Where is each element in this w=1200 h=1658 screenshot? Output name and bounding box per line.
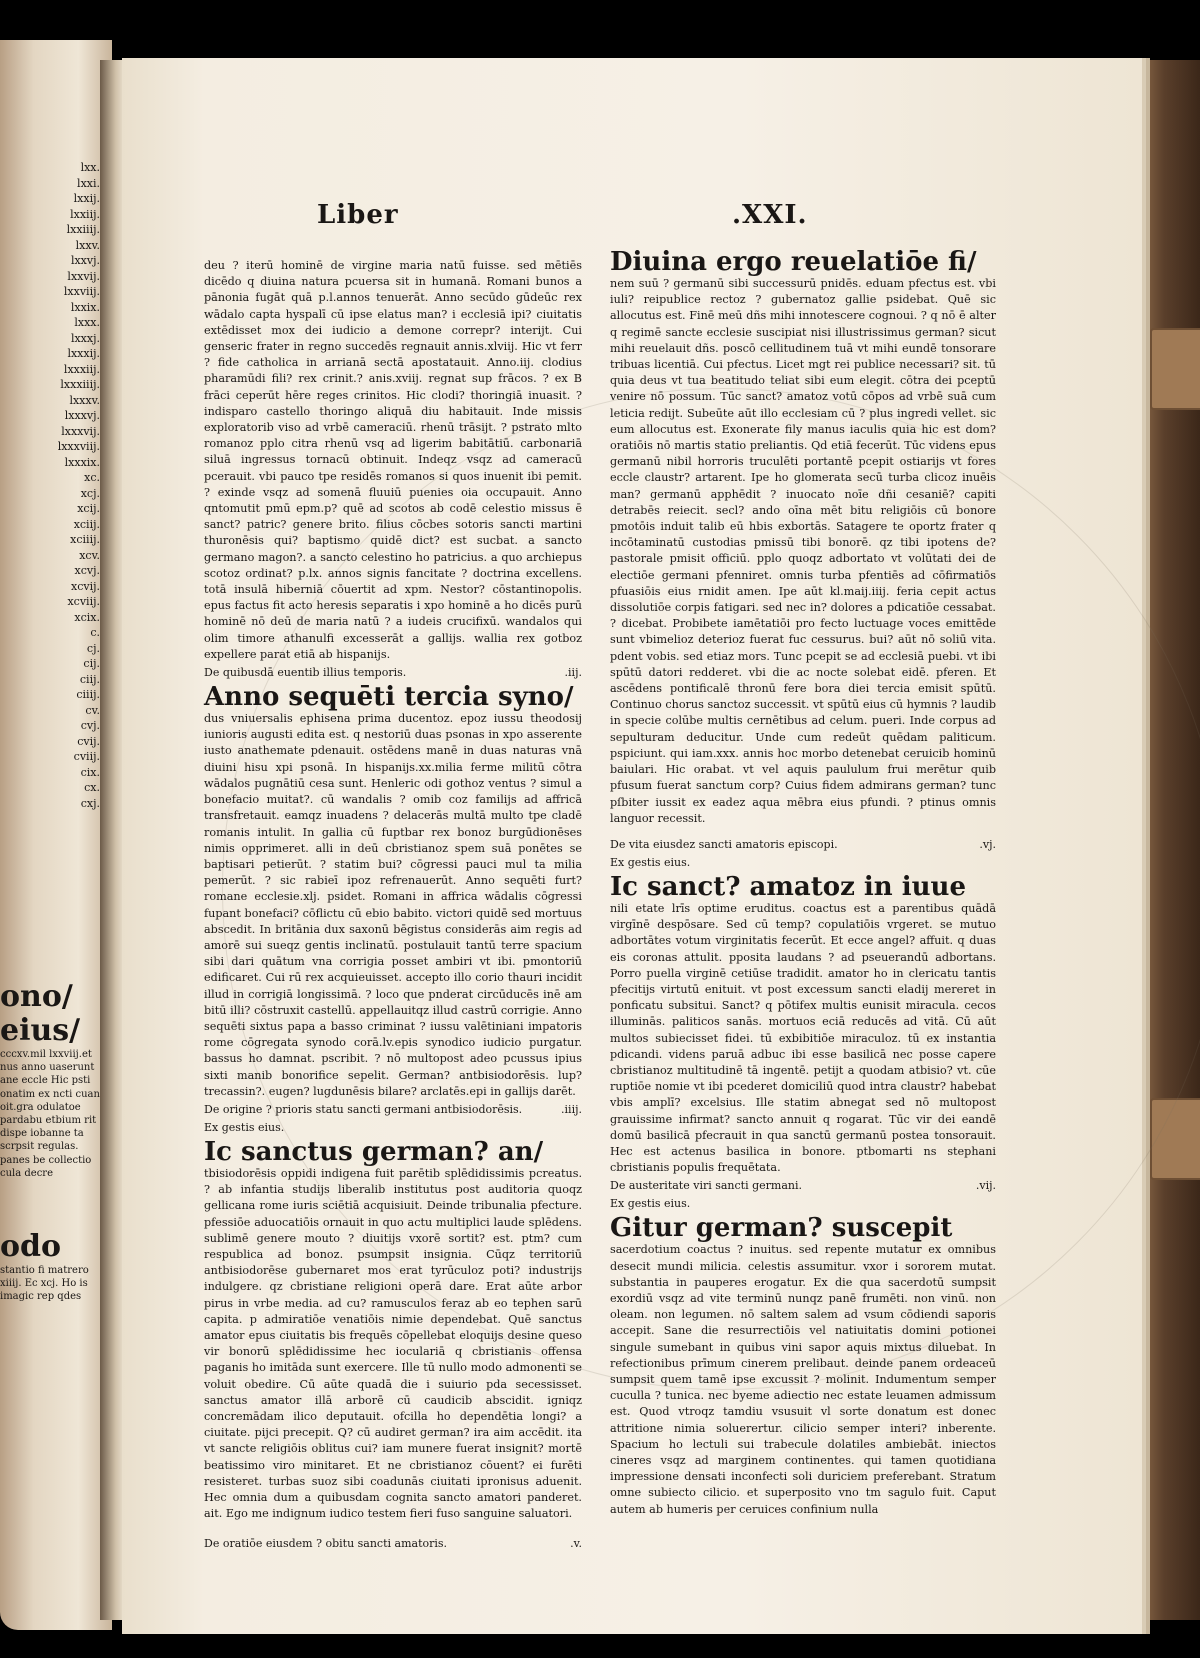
margin-numeral: lxxi. [77,176,100,190]
paragraph: tbisiodorēsis oppidi indigena fuit parētib splēdidissimis pcreatus. ? ab infantia studijs liberalib institutus post auditoria quoqz gellicana rome iuris sciētiā acquisiuit. Deinde tribunalia pfecture. pfessiōe aduocatiōis ornauit in quo actu multiplici laude splēdens. sublimē genere mouto ? diuitijs vxorē sortit? est. ptm? cum respublica ad bonoz. psumpsit insignia. Cūqz territoriū antbisiodorēse gubernaret mos erat tyrūculoz poti? industrijs indulgere. qz cbristiane religioni operā dare. Erat aūte arbor pirus in vrbe media. ad cu? ramusculos feraz ab eo tephen sarū capita. p admiratiōe venatiōis nimie dependebat. Quē sanctus amator epus ciuitatis bis frequēs cōpellebat eloquijs desine queso vir bonorū splēdidissime hec ioculariā q cbristianis offensa paganis ho imitāda sunt exercere. Ille tū nullo modo admonenti se voluit obedire. Cū aūte quadā die i suiurio pda secessisset. sanctus amator illā arborē cū caudicib abscidit. igniqz concremādam ilico deputauit. ofcilla ho dependētia longi? a ciuitate. pijci precepit. Q? cū audiret german? ira aim accēdit. ita vt sancte religiōis oblitus cui? iam munere fuerat insignit? mortē beatissimo viro minitaret. Et ne cbristianoz cōuent? ei furēti resisteret. turbas suoz sibi coadunās ciuitati ipronisus aduenit. Hec omnia dum a quibusdam cognita sancto amatori panderet. ait. Ego me indignum iudico testem fieri fuso sanguine saluatori. [204,1166,582,1521]
margin-numeral: xcvj. [74,564,100,577]
margin-numeral: xciij. [73,517,100,531]
section-heading-text: De austeritate viri sancti germani. [610,1179,803,1193]
margin-numeral: lxxxj. [70,331,100,345]
running-head-liber: Liber [317,200,399,230]
section-heading-text: De origine ? prioris statu sancti germani antbisiodorēsis. [204,1102,523,1116]
margin-numeral: lxxix. [70,300,100,314]
section-heading [610,837,996,853]
previous-page-text: cccxv.mil lxxviij.et nus anno uaserunt ane eccle Hic psti onatim ex ncti cuan oit.gra odulatoe pardabu etbium rit dispe iobanne ta scrpsit regulas. panes be collectio cula decre [0,1049,100,1179]
margin-numeral: cj. [86,641,100,655]
section-heading [204,665,582,681]
section-heading-text: De quibusdā euentib illius temporis. [204,666,407,680]
margin-numeral: cxj. [80,796,100,810]
margin-numeral: lxxviij. [63,285,100,298]
source-note: Ex gestis eius. [204,1120,285,1134]
initial-heading: Ic sanct? amatoz in iuue [610,871,966,902]
margin-numeral: lxxxv. [69,393,100,407]
margin-numeral: cix. [80,765,100,779]
margin-numeral: lxxxiiij. [60,378,100,391]
section-number: .iij. [564,666,582,680]
margin-numeral: lxxxij. [67,347,100,360]
section-heading [610,1178,996,1194]
margin-numeral: lxxv. [75,238,100,252]
previous-page-heading: ono/ [0,980,73,1014]
source-note: Ex gestis eius. [610,855,691,869]
paragraph: nili etate lrīs optime eruditus. coactus est a parentibus quādā virgīnē despōsare. Sed cū temp? copulatiōis vrgeret. se mutuo adbortātes votum virginitatis fecerūt. Et ecce angel? affuit. q duas eis coronas attulit. pposita laudans ? ad pseuerandū adbortans. Porro puella virginē cetiūse tradidit. amator ho in clericatu tantis pfecitijs virtutū enituit. vt post excessum sancti eladij mereret in ponficatu subsitui. Sanct? q pōtifex multis eunisit miracula. cecos illuminās. paliticos sanās. mortuos eciā reducēs ad vitā. Cū aūt multos subiecisset fidei. tū exbibitiōe miraculoz. tū ex instantia pdicandi. videns paruā adbuc ibi esse basilicā nec posse capere cbristianoz multitudinē tā ingentē. petijt a quodam atbisio? vt. cūe ruptiōe nomie vt ibi pcederet domiciliū quod intra claustr? habebat vbis amplī? excelsius. Ille statim abnegat sed nō multopost grauissime infirmat? sancto annuit q rogarat. Tūc vir dei eandē domū basilicā pfecrauit in qua sanctū germanū postea tonsorauit. Hec est actenus basilica in bonore. ptbomarti ns stephani cbristianis populis frequētata. [610,901,996,1175]
margin-numeral: cvij. [77,734,100,748]
margin-numeral: xcv. [79,548,100,562]
margin-numeral: xcij. [77,502,100,515]
initial-heading: Ic sanctus german? an/ [204,1136,544,1167]
paragraph: deu ? iterū hominē de virgine maria natū fuisse. sed mētiēs dicēdo q diuina natura pcuersa sit in humanā. Romani bunos a pānonia fugāt quā p.l.annos tenuerāt. Anno secūdo gūdeūc rex wādalo capta hyspalī cū ipse elatus man? i ecclesiā ipi? ciuitatis extēdisset mox dei iudicio a demone correpr? interijt. Cui genseric frater in regno succedēs regnauit annis.xlviij. Hic vt ferr ? fide catholica in arrianā sectā apostatauit. Anno.iij. clodius pharamūdi fili? rex crinit.? anis.xviij. regnat sup frācos. ? ex B frāci ceperūt hēre reges crinitos. Hic clodi? thoringiā inuasit. ? indisparo castello thoringo aliquā diu habitauit. Inde missis exploratorib viso ad vrbē cameraciū. rhenū trāsijt. ? pstrato mlto romanoz pplo citra rhenū vsq ad ligerim babitātiū. carbonariā siluā ingressus tornacū obtinuit. Indeqz vsqz ad cameracū pcerauit. vbi pauco tpe residēs romanos si quos inuenit ibi pemit. ? exinde vsqz ad somenā fluuiū puenies oia occupauit. Anno qntomutit pmū epm.p? quē ad scotos ab codē celestio missus ē sanct? patric? genere brito. filius cōcbes sotoris sancti martini thuronēsis qui? baptismo quidē dict? est sucbat. a sancto germano magon?. a sancto celestino ho patricius. a quo archiepus scotoz ordinat? p.lx. annos signis fancitate ? doctrina excellens. totā insulā hiberniā cōuertit ad xpm. Nestor? cōstantinopolis. epus factus fit acto heresis separatis i xpo hominē a ho dicēs purū hominē nō deū de maria natū ? a iudeis crucifixū. wandalos qui olim timore athanulfi excesserāt a gallijs. wallia rex gotboz expellere parat etiā ab hispanijs. [204,259,582,661]
margin-numeral: xcvij. [70,579,100,593]
margin-numerals [4,160,100,811]
margin-numeral: cvj. [80,719,100,732]
margin-numeral: cij. [83,657,100,670]
margin-numeral: lxxiiij. [66,223,100,236]
section-number: .v. [570,1537,582,1551]
margin-numeral: lxxij. [73,192,100,205]
previous-page-heading: eius/ [0,1013,81,1048]
source-note: Ex gestis eius. [610,1197,691,1211]
previous-page [0,40,112,1630]
margin-numeral: cv. [85,703,100,717]
section-heading [204,1536,582,1552]
binding-clasp [1150,328,1200,410]
previous-page-text-fragment-2 [0,1230,110,1303]
margin-numeral: xcviij. [67,595,100,608]
margin-numeral: cviij. [73,750,100,763]
text-column-right [610,248,996,1518]
previous-page-text-fragment [0,980,106,1180]
section-heading [204,1102,582,1118]
margin-numeral: xcj. [80,486,100,500]
initial-heading: Anno sequēti tercia syno/ [204,682,574,713]
margin-numeral: lxxxvij. [61,424,100,438]
section-heading-text: De oratiōe eiusdem ? obitu sancti amatoris. [204,1537,448,1551]
margin-numeral: ciij. [79,672,100,686]
text-column-left [204,258,582,1554]
margin-numeral: lxxxiij. [63,362,100,376]
margin-numeral: cx. [84,781,100,794]
initial-heading: Diuina ergo reuelatiōe fi/ [610,247,977,277]
section-number: .iiij. [561,1102,582,1116]
margin-numeral: c. [90,626,100,639]
paragraph: sacerdotium coactus ? inuitus. sed repente mutatur ex omnibus desecit mundi milicia. celestis assumitur. vxor i sororem mutat. substantia in pauperes erogatur. Ex die qua sacerdotū sumpsit exordiū vsqz ad vite terminū nunqz panē frumēti. non vinū. non oleam. non legumen. nō saltem salem ad vsum cōdiendi saporis accepit. Sane die resurrectiōis vel natiuitatis domini potionei singule sumebant in quibus vini sapor aquis mixtus diluebat. In refectionibus prīmum cinerem prelibaut. deinde panem ordeaceū sumpsit quem tamē ipse excussit ? molinit. Indumentum semper cuculla ? tunica. nec byeme adiectio nec estate leuamen admissum est. Quod vtroqz tamdiu vsusuit vl sorte donatum est donec attritione nimia soluerertur. cilicio semper interi? inberente. Spacium ho lectuli sui trabecule dolatiles ambiebāt. iniectos cineres vsqz ad marginem continentes. qui tamen quotidiana impressione densati inconfecti soli duriciem preferebant. Stratum omne subiecto cilicio. et superposito vno tm sagulo fuit. Caput autem ab humeris per ceruices confinium nulla [610,1243,996,1516]
section-number: .vj. [979,837,996,851]
margin-numeral: lxxiij. [70,207,100,221]
margin-numeral: ciiij. [76,688,100,701]
margin-numeral: lxxx. [74,316,100,329]
folio-page [122,58,1142,1634]
margin-numeral: xciiij. [70,533,100,546]
previous-page-text: stantio fi matrero xiiij. Ec xcj. Ho is imagic rep qdes [0,1265,89,1302]
margin-numeral: lxxxvj. [64,409,100,422]
paragraph: nem suū ? germanū sibi successurū pnidēs. eduam pfectus est. vbi iuli? reipublice rectoz ? gubernatoz gallie psidebat. Quē sic allocutus est. Finē meū dñs mihi innotescere cognoui. ? q nō ē alter q regimē sancte ecclesie suscipiat nisi illustrissimus german? sicut mihi reuelauit dñs. poscō cellitudinem tuā vt mihi eundē tonsorare tribuas licentiā. Cui pfectus. Licet mgt rei publice necessari? sit. tū quia deus vt tua beatitudo teliat sibi eum elegit. cōtra dei pceptū venire nō possum. Tūc sanct? amatoz votū cōpos ad vrbē suā cum leticia redijt. Subeūte aūt illo ecclesiam cū ? plus ingredi vellet. sic eum allocutus est. Exonerate fily manus iaculis quia hic est dom? oratiōis nō martis statio preliantis. Qd etiā fecerūt. Tūc videns epus germanū nibil horroris truculēti portantē pcepit ostiarijs vt fores eccle claustr? artarent. Ipe ho glomerata secū turba clicoz inuēis man? germanū apphēdit ? inuocato noīe dñi cesaniē? capiti detrabēs reiecit. secl? ando oīna mēt bitu religiōis cū bonore pmotōis induit talib eū hbis exbortās. Satagere te oportz frater q incōtaminatū custodias pmissū tibi bonorē. qz tibi ipotens de? pastorale pmisit officiū. pplo quoqz adbortato vt volūtati dei de electiōe germani pfenniret. omnis turba pfentiēs ad cōfirmatiōs pfuasiōis eius rnidit amen. Ipe aūt kl.maij.iiij. feria cepit actus dissolutiōe corpis fatigari. sed nec in? dolores a pdicatiōe cessabat. ? dicebat. Probibete iamētatiōi pro fecto luctuage voces emittēde sunt vbimelioz deterioz fuerat fuc cessurus. bui? aūt nō soliū vita. pdent vobis. sed etiaz mors. Tunc pcepit se ad ecclesiā puebi. vt ibi spūtū datori redderet. vbi die ac nocte solebat eidē. pferen. Et ascēdens pontificalē thronū fere bora diei tercia emisit spūtū. Continuo chorus sanctoz successit. vt spūtū eius cū hymnis ? laudib in specie colūbe multis cernētibus ad celum. pueri. Inde corpus ad sepulturam deducitur. Unde cum redeūt quēdam paliticum. pspiciunt. qui iam.xxx. annis hoc morbo detenebat ceruicib hominū baiulari. Hic orabat. vt vel aquis paululum frui merētur quib pfusum fuerat sanctum corp? Cuius fidem admirans german? tunc pſbiter iussit ex eadez aqua mēbra eius pfundi. ? ptinus omnis languor recessit. [610,277,996,825]
previous-page-heading: odo [0,1230,61,1264]
margin-numeral: lxxvj. [70,254,100,267]
section-number: .vij. [975,1179,996,1193]
paragraph: dus vniuersalis ephisena prima ducentoz. epoz iussu theodosij iunioris augusti edita est. q nestoriū duas psonas in xpo asserente iusto anathemate pdenauit. ostēdens manē in duas naturas vnā diuini hisu xpi psonā. In hispanijs.xx.milia ferme militū cōtra wādalos pugnātiū cesa sunt. Henleric odi gothoz ventus ? simul a bonefacio muitat?. cū wandalis ? omib coz familijs ad affricā transfretauit. eamqz inuadens ? delacerās multā multo tpe cladē romanis intulit. In gallia cū fuptbar rex bonoz burgūdionēses nimis opprimeret. alli in deū cbristianoz spem suā ponētes se baptisari petierūt. ? statim bui? cōgressi pauci mul ta milia pemerūt. ? sic rabieī ipoz refrenauerūt. Anno sequēti furt? romane ecclesie.xlj. psidet. Romani in affrica wādalis cōgressi fupant bonefaci? cōflictu cū ebio babito. victori quidē sed mortuus abscedit. In britānia dux saxonū bēgistus considerās aim regis ad amorē sui sueqz gentis inclinatū. postulauit tantū terre spacium sibi dari quātum vna corrigia posset ambiri vt ibi. pmontoriū edificaret. Cui rū rex acquieuisset. accepto illo corio thauri incidit illud in corrigiā longissimā. ? loco que pnderat circūducēs inē am bitū illi? cōstruxit castellū. appellauitqz illud castrū corrigie. Anno sequēti sixtus papa a basso criminat ? iussu valētiniani impatoris rome cōgregata synodo corā.lv.epis synodico iudicio purgatur. bassus ho damnat. pscribit. ? nō multopost adeo pcussus ipius sixti manib bonorifice sepelit. German? antbisiodorēsis. lup? trecassin?. eugen? lugdunēsis bilare? arclatēs.epi in gallijs darēt. [204,712,582,1098]
margin-numeral: lxxvij. [67,269,100,283]
margin-numeral: lxx. [80,161,100,174]
section-heading-text: De vita eiusdez sancti amatoris episcopi. [610,837,838,851]
margin-numeral: lxxxviij. [57,440,100,453]
margin-numeral: lxxxix. [64,455,100,469]
margin-numeral: xcix. [74,610,100,624]
running-head-folio-number: .XXI. [732,200,808,230]
initial-heading: Gitur german? suscepit [610,1213,953,1244]
margin-numeral: xc. [84,471,100,484]
